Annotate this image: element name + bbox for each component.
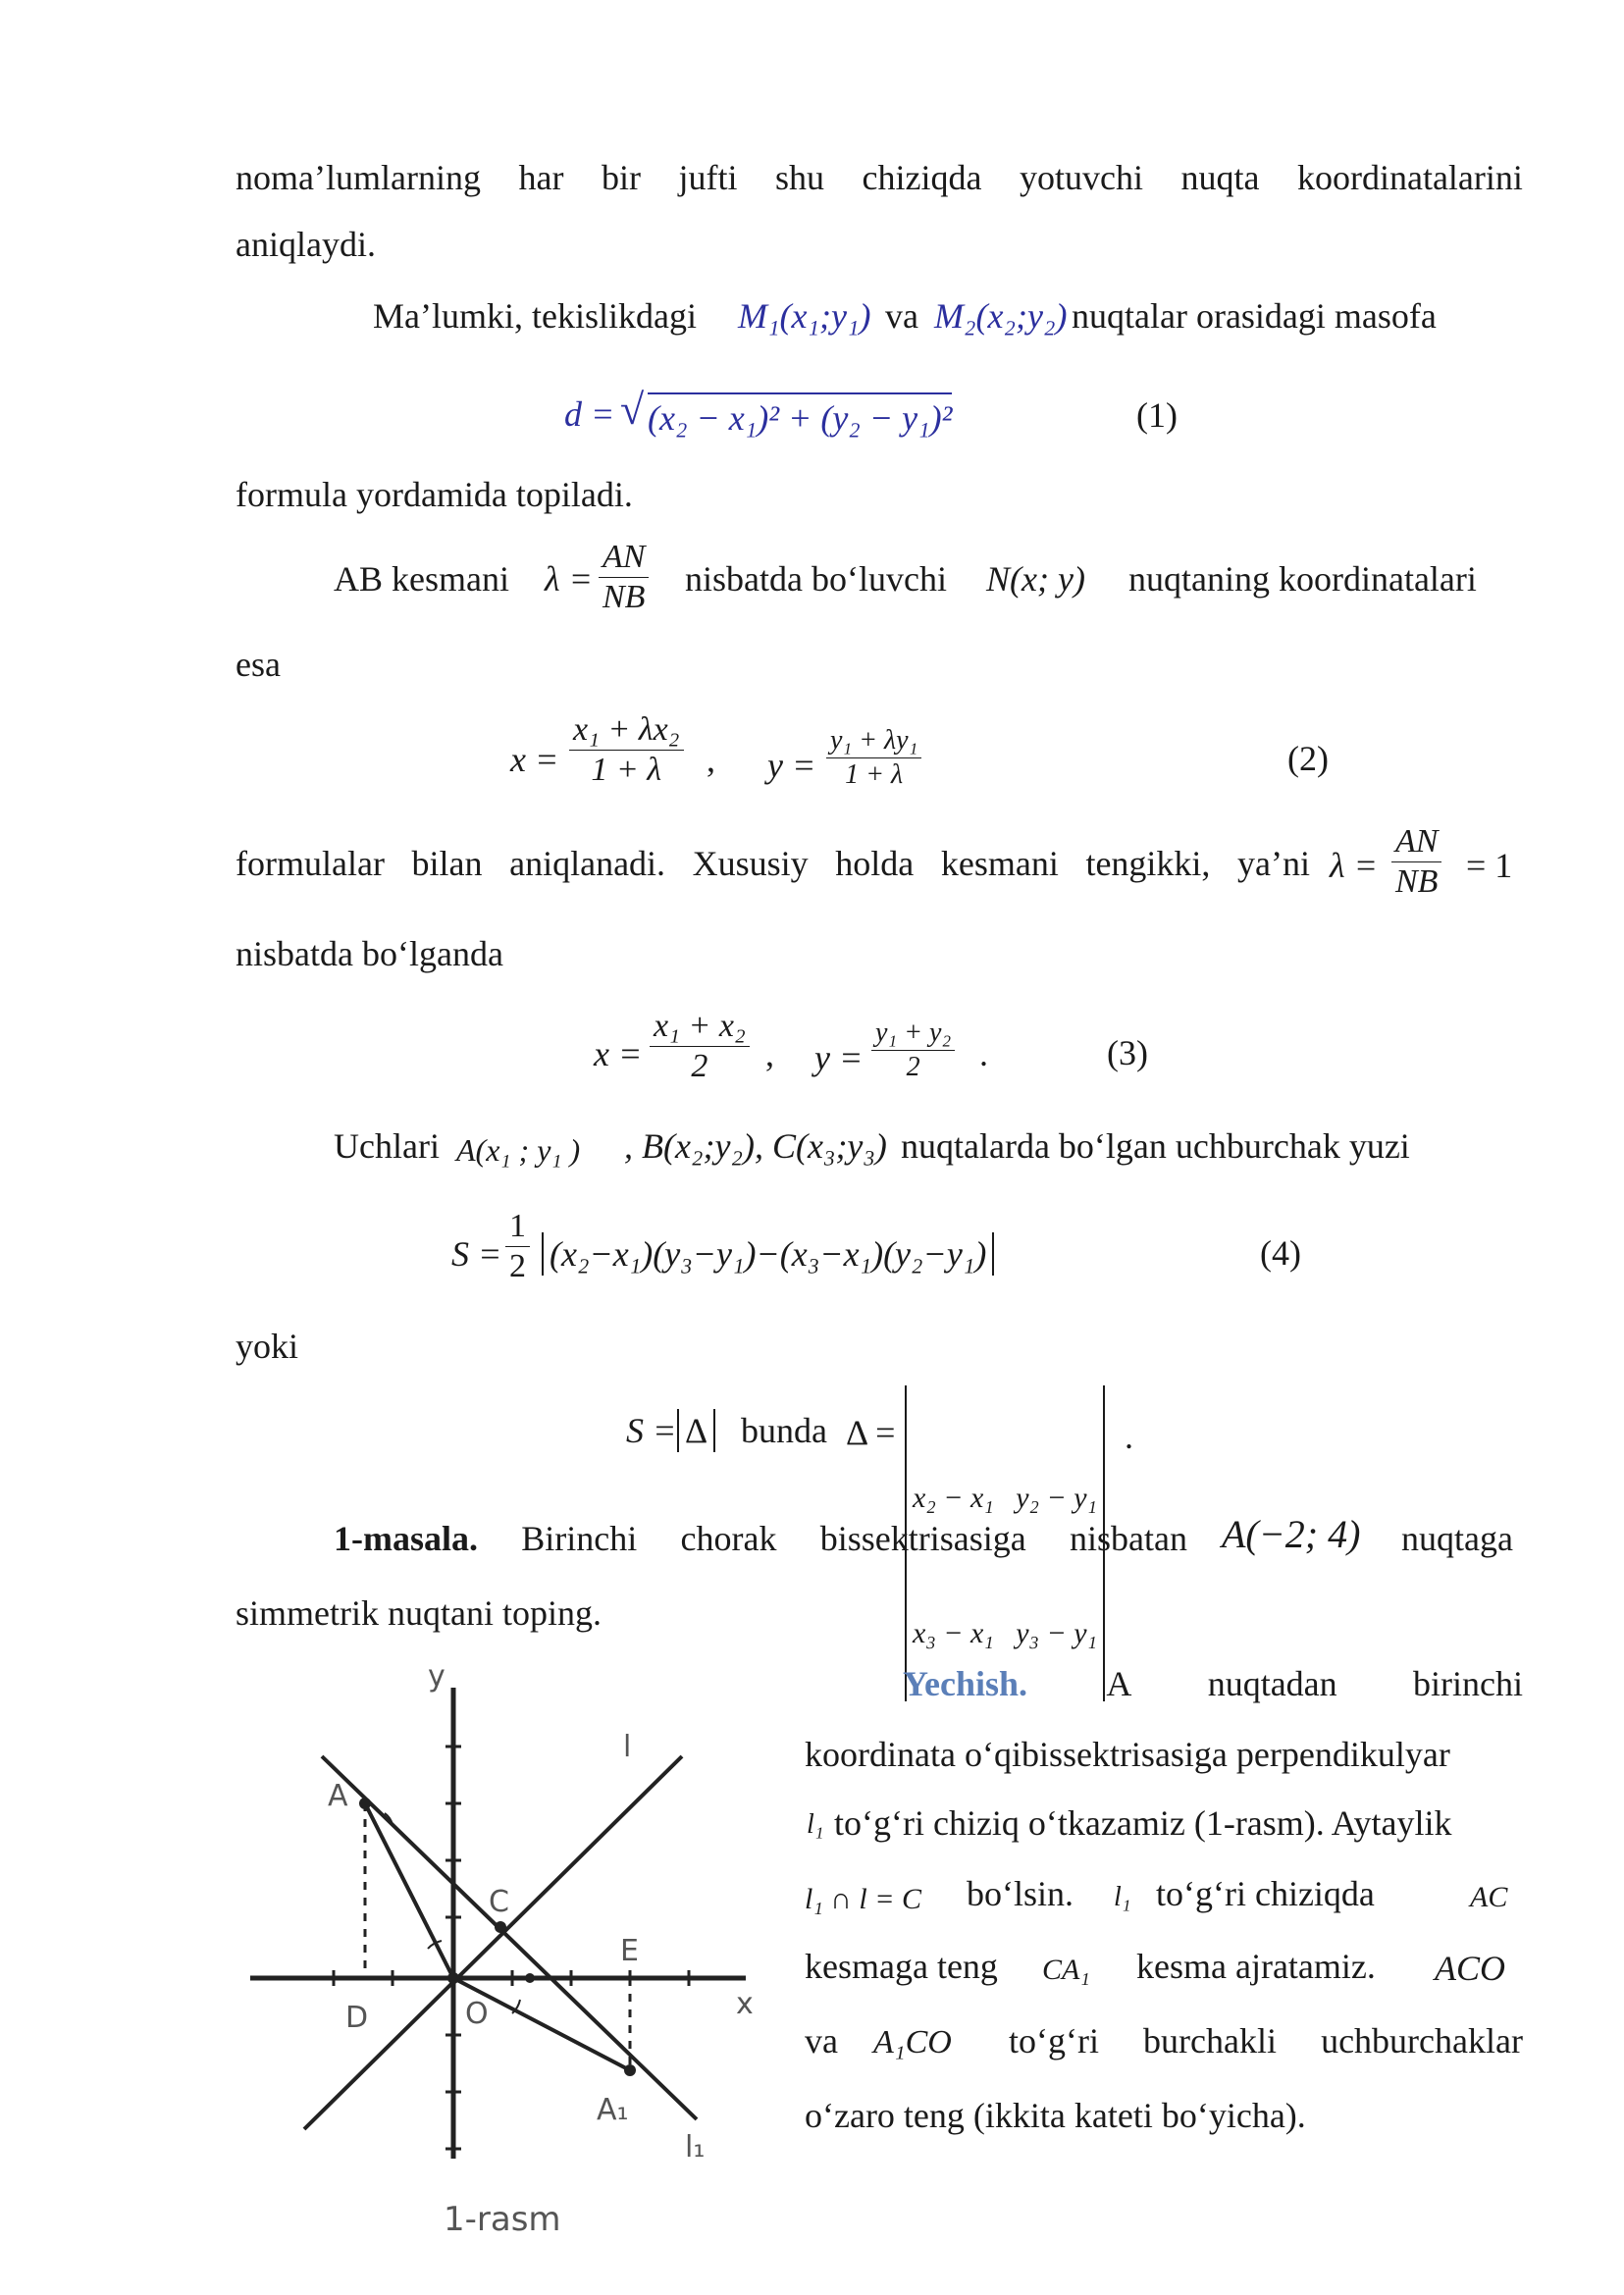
paragraph-line-8: nisbatda bo‘lganda bbox=[236, 934, 503, 973]
paragraph-yoki: yoki bbox=[236, 1327, 299, 1366]
line7-word-6: tengikki, bbox=[1085, 844, 1211, 883]
formula-3-y-fraction: $\frac{\text{y₁ + y₂}}{2}$ bbox=[871, 1017, 955, 1084]
equals-one: = 1 bbox=[1466, 846, 1513, 885]
triangle-area-text: nuqtalarda bo‘lgan uchburchak yuzi bbox=[901, 1126, 1410, 1166]
fig-label-a1: A₁ bbox=[597, 2093, 629, 2127]
figure-caption: 1-rasm bbox=[444, 2200, 561, 2239]
fig-label-d: D bbox=[345, 2001, 369, 2035]
formula-4-body: (x₂−x₁)(y₃−y₁)−(x₃−x₁)(y₂−y₁) bbox=[542, 1232, 994, 1276]
problem-word-3: nisbatan bbox=[1069, 1519, 1187, 1558]
line1-word-5: chiziqda bbox=[862, 158, 982, 197]
togri-chiziqda-text: to‘g‘ri chiziqda bbox=[1156, 1874, 1375, 1913]
solution-line-2: koordinata o‘qibissektrisasiga perpendikulyar bbox=[805, 1735, 1450, 1774]
formula-2-x: x = bbox=[510, 740, 559, 779]
triangle-aco: ACO bbox=[1435, 1949, 1505, 1988]
intro-text: Ma’lumki, tekislikdagi bbox=[373, 296, 697, 336]
bolsin-text: bo‘lsin. bbox=[967, 1874, 1074, 1913]
kesma-text: kesma ajratamiz. bbox=[1136, 1947, 1376, 1986]
line-l1-a: l₁ bbox=[807, 1809, 824, 1840]
formula-2-x-fraction: $\frac{\text{x₁ + λx₂}}{1 + \lambda}$ bbox=[569, 710, 684, 790]
fig-label-l: l bbox=[623, 1730, 632, 1764]
segment-oa bbox=[365, 1803, 453, 1978]
line1-word-8: koordinatalarini bbox=[1296, 158, 1523, 197]
problem-point-a: A(−2; 4) bbox=[1222, 1512, 1361, 1556]
formula-2-comma: , bbox=[707, 740, 715, 779]
problem-word-0: Birinchi bbox=[521, 1519, 638, 1558]
solution-line-6 bbox=[1009, 2019, 1523, 2062]
paragraph-line-1 bbox=[236, 156, 1523, 199]
segment-ca1: CA₁ bbox=[1042, 1954, 1090, 1986]
equation-number-1: (1) bbox=[1136, 395, 1178, 435]
intro-text-end: nuqtalar orasidagi masofa bbox=[1072, 296, 1437, 336]
sqrt-sign: √ bbox=[620, 386, 645, 434]
formula-4-half: $\frac{1}{2}$ bbox=[505, 1207, 530, 1286]
formula-5-dot: . bbox=[1125, 1417, 1133, 1456]
equation-number-3: (3) bbox=[1107, 1033, 1148, 1072]
point-m2: M₂(x₂;y₂) bbox=[934, 296, 1068, 336]
kesmaga-text: kesmaga teng bbox=[805, 1947, 998, 1986]
problem-line-2: simmetrik nuqtani toping. bbox=[236, 1593, 602, 1633]
formula-1-left: d = bbox=[564, 394, 615, 434]
line1-word-7: nuqta bbox=[1180, 158, 1260, 197]
uchlari-text: Uchlari bbox=[334, 1126, 440, 1166]
line7-word-7: ya’ni bbox=[1237, 844, 1310, 883]
line7-word-2: aniqlanadi. bbox=[509, 844, 666, 883]
point-n: N(x; y) bbox=[986, 559, 1085, 599]
line1-word-3: jufti bbox=[678, 158, 738, 197]
vertices-bc: , B(x₂;y₂), C(x₃;y₃) bbox=[624, 1126, 887, 1166]
formula-3-x: x = bbox=[594, 1034, 643, 1073]
line-l1-b: l₁ bbox=[1114, 1882, 1131, 1912]
figure-1 bbox=[236, 1658, 785, 2257]
paragraph-line-7 bbox=[236, 842, 1310, 885]
fig-label-y: y bbox=[428, 1659, 445, 1694]
line6-word-1: burchakli bbox=[1143, 2021, 1277, 2060]
fig-label-l1: l₁ bbox=[685, 2130, 706, 2165]
formula-1-radicand: (x₂ − x₁)² + (y₂ − y₁)² bbox=[648, 392, 952, 440]
line7-word-4: holda bbox=[835, 844, 915, 883]
delta-eq: Δ = bbox=[846, 1413, 896, 1452]
lambda-eq: λ = bbox=[545, 559, 593, 599]
formula-5-abs-delta: Δ bbox=[677, 1409, 715, 1452]
line1-word-6: yotuvchi bbox=[1019, 158, 1143, 197]
fig-label-a: A bbox=[328, 1779, 348, 1813]
formula-2-y: y = bbox=[767, 746, 816, 785]
bunda-text: bunda bbox=[741, 1411, 827, 1450]
nisbatda-text: nisbatda bo‘luvchi bbox=[685, 559, 947, 599]
problem-1-line bbox=[334, 1517, 1187, 1560]
formula-2-y-fraction: $\frac{\text{y₁ + λy₁}}{1 + \lambda}$ bbox=[826, 724, 921, 792]
formula-5-s: S = bbox=[626, 1411, 677, 1450]
problem-word-2: bissektrisasiga bbox=[819, 1519, 1026, 1558]
fraction-an-nb-2: $\frac{AN}{NB}$ bbox=[1391, 822, 1441, 902]
va-word: va bbox=[885, 296, 918, 336]
line6-word-2: uchburchaklar bbox=[1321, 2021, 1523, 2060]
line7-word-0: formulalar bbox=[236, 844, 385, 883]
line1-word-4: shu bbox=[774, 158, 824, 197]
point-m1: M₁(x₁;y₁) bbox=[738, 296, 871, 336]
problem-word-1: chorak bbox=[680, 1519, 777, 1558]
formula-3-dot: . bbox=[979, 1034, 988, 1073]
problem-end: nuqtaga bbox=[1401, 1519, 1513, 1558]
paragraph-line-4: formula yordamida topiladi. bbox=[236, 475, 633, 514]
determinant-row-2: x₃ − x₁ y₃ − y₁ bbox=[913, 1617, 1097, 1649]
segment-ac: AC bbox=[1470, 1881, 1508, 1913]
equation-number-4: (4) bbox=[1260, 1233, 1301, 1273]
line1-word-2: bir bbox=[601, 158, 641, 197]
ab-text: AB kesmani bbox=[334, 559, 509, 599]
solution-line-3: to‘g‘ri chiziq o‘tkazamiz (1-rasm). Aytaylik bbox=[834, 1803, 1452, 1843]
paragraph-esa: esa bbox=[236, 645, 281, 684]
solution-word-0: A bbox=[1106, 1664, 1132, 1703]
fig-label-x: x bbox=[736, 1987, 754, 2021]
equation-number-2: (2) bbox=[1287, 739, 1329, 778]
fraction-an-nb: $\frac{AN}{NB}$ bbox=[599, 538, 649, 617]
coords-text: nuqtaning koordinatalari bbox=[1128, 559, 1477, 599]
formula-4-s: S = bbox=[451, 1234, 502, 1274]
intersection-expr: l₁ ∩ l = C bbox=[805, 1883, 922, 1915]
fig-label-c: C bbox=[489, 1885, 509, 1919]
line7-word-5: kesmani bbox=[940, 844, 1059, 883]
triangle-a1co: A₁CO bbox=[873, 2024, 952, 2060]
fig-label-e: E bbox=[620, 1934, 639, 1968]
line1-word-1: har bbox=[518, 158, 564, 197]
line7-word-3: Xususiy bbox=[692, 844, 809, 883]
line7-word-1: bilan bbox=[411, 844, 483, 883]
solution-line-7: o‘zaro teng (ikkita kateti bo‘yicha). bbox=[805, 2096, 1306, 2135]
formula-3-comma: , bbox=[765, 1034, 774, 1073]
lambda-eq-2: λ = bbox=[1330, 846, 1378, 885]
formula-3-x-fraction: $\frac{\text{x₁ + x₂}}{2}$ bbox=[650, 1007, 750, 1086]
line6-word-0: to‘g‘ri bbox=[1009, 2021, 1099, 2060]
line-l1 bbox=[322, 1756, 697, 2119]
solution-word-1: nuqtadan bbox=[1207, 1664, 1337, 1703]
va-word-2: va bbox=[805, 2021, 838, 2060]
solution-word-2: birinchi bbox=[1413, 1664, 1523, 1703]
paragraph-line-2: aniqlaydi. bbox=[236, 225, 376, 264]
vertex-a: A(x₁ ; y₁ ) bbox=[456, 1132, 581, 1168]
problem-title: 1-masala. bbox=[334, 1519, 478, 1558]
solution-heading: Yechish. bbox=[903, 1664, 1028, 1703]
fig-label-o: O bbox=[465, 1997, 489, 2031]
determinant-row-1: x₂ − x₁ y₂ − y₁ bbox=[913, 1482, 1097, 1514]
line1-word-0: noma’lumlarning bbox=[236, 158, 481, 197]
formula-3-y: y = bbox=[814, 1038, 864, 1077]
